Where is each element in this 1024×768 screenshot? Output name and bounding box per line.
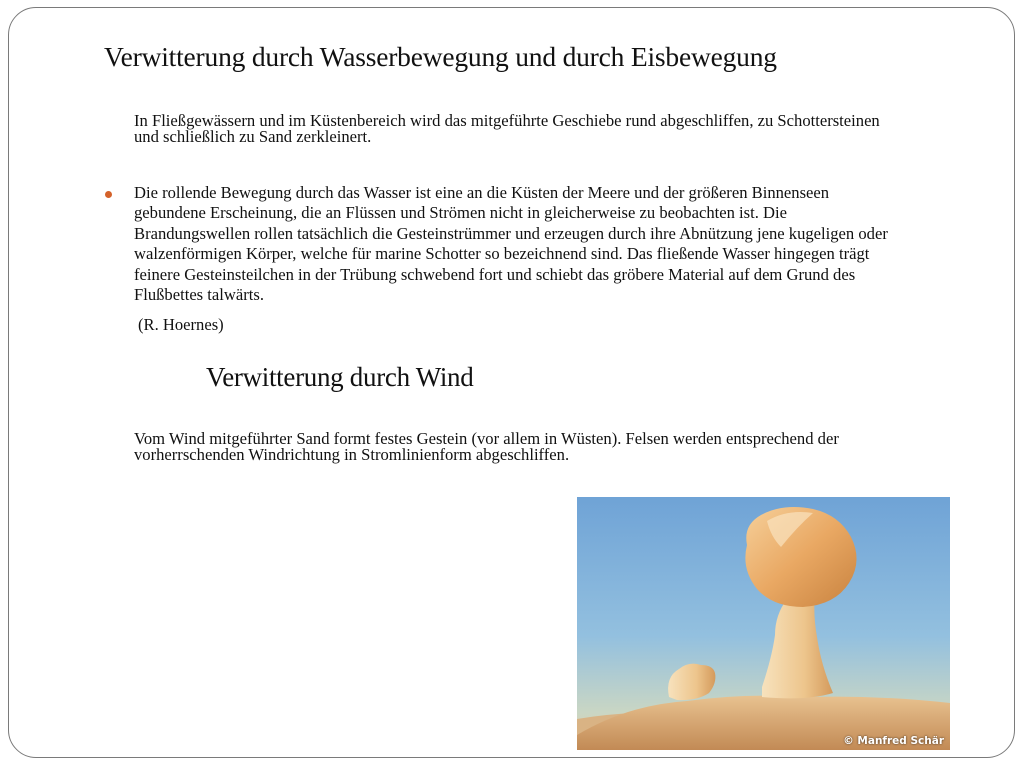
slide-title: Verwitterung durch Wasserbewegung und durch Eisbewegung xyxy=(104,41,777,72)
mushroom-rock-photo xyxy=(577,497,950,750)
author-citation: (R. Hoernes) xyxy=(138,315,224,334)
bullet-paragraph: Die rollende Bewegung durch das Wasser ist eine an die Küsten der Meere und der größeren Binnenseen gebundene Erscheinung, die an Flüssen und Strömen nicht in gleicherweise zu beobachten ist. Die Brandungswellen rollen tatsächlich die Gesteinstrümmer und erzeugen durch ihre Abnützung jene kugeligen oder walzenförmigen Körper, welche für marine Schotter so bezeichnend sind. Das fließende Wasser hingegen trägt feinere Gesteinsteilchen in der Trübung schwebend fort und schiebt das gröbere Material auf dem Grund des Flußbettes talwärts. xyxy=(134,183,888,305)
photo-credit: © Manfred Schär xyxy=(843,735,944,747)
intro-paragraph: In Fließgewässern und im Küstenbereich wird das mitgeführte Geschiebe rund abgeschliffen, zu Schottersteinen und schließlich zu Sand zerkleinert. xyxy=(134,111,880,146)
bullet-icon xyxy=(105,191,112,198)
section-subtitle: Verwitterung durch Wind xyxy=(206,362,474,392)
wind-paragraph: Vom Wind mitgeführter Sand formt festes Gestein (vor allem in Wüsten). Felsen werden entsprechend der vorherrschenden Windrichtung in Stromlinienform abgeschliffen. xyxy=(134,429,839,464)
